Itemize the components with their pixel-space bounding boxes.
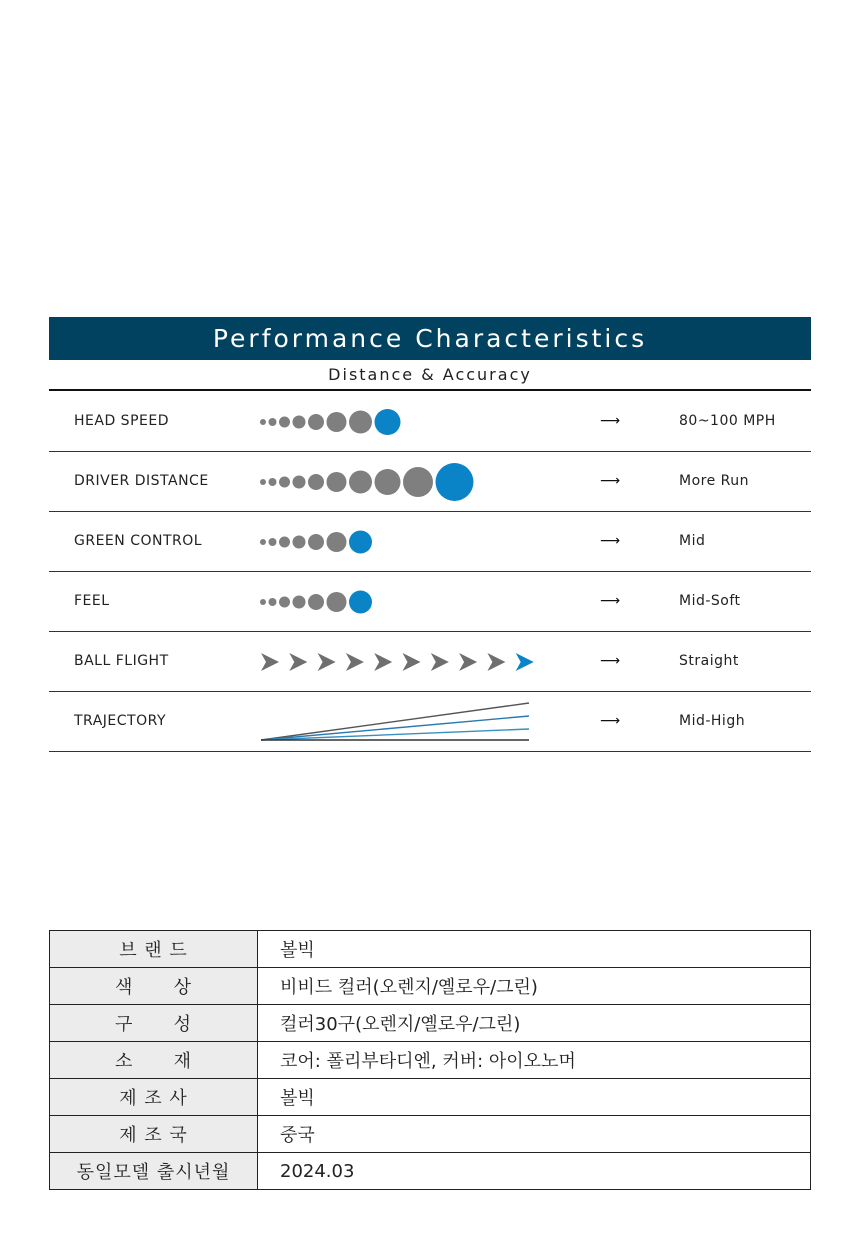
- spec-value: 비비드 컬러(오렌지/옐로우/그린): [258, 968, 811, 1005]
- level-dot: [279, 537, 290, 548]
- chevron-icon: [289, 653, 307, 671]
- perf-row-value: Straight: [679, 653, 739, 669]
- perf-row-value: Mid-High: [679, 713, 746, 729]
- perf-scale: [256, 391, 556, 451]
- chevron-icon: [459, 653, 477, 671]
- level-dot: [260, 419, 266, 425]
- spec-value: 2024.03: [258, 1153, 811, 1190]
- level-dot: [308, 594, 324, 610]
- scale-graphic: [256, 391, 556, 451]
- level-dot: [269, 478, 277, 486]
- perf-row: [49, 451, 811, 512]
- perf-row-value: 80~100 MPH: [679, 413, 776, 429]
- perf-row-value: Mid: [679, 533, 706, 549]
- performance-subtitle: Distance & Accuracy: [49, 360, 811, 391]
- spec-key: 구 성: [50, 1005, 258, 1042]
- perf-row-label: DRIVER DISTANCE: [74, 473, 209, 489]
- perf-row-label: FEEL: [74, 593, 110, 609]
- level-dot: [293, 536, 306, 549]
- level-dot: [327, 472, 347, 492]
- perf-row: [49, 511, 811, 572]
- spec-key: 동일모델 출시년월: [50, 1153, 258, 1190]
- chevron-icon: [374, 653, 392, 671]
- perf-row-label: BALL FLIGHT: [74, 653, 169, 669]
- level-dot: [327, 592, 347, 612]
- level-dot: [349, 471, 372, 494]
- spec-key: 색 상: [50, 968, 258, 1005]
- scale-graphic: [256, 571, 556, 631]
- trajectory-line: [261, 716, 529, 740]
- perf-row-value: More Run: [679, 473, 750, 489]
- scale-graphic: [256, 631, 556, 691]
- level-dot: [349, 411, 372, 434]
- spec-row: [50, 968, 811, 1005]
- perf-scale: [256, 691, 556, 751]
- chevron-icon: [318, 653, 336, 671]
- chevron-icon: [487, 653, 505, 671]
- perf-scale: [256, 571, 556, 631]
- level-dot: [269, 598, 277, 606]
- spec-value: 컬러30구(오렌지/옐로우/그린): [258, 1005, 811, 1042]
- spec-value: 볼빅: [258, 931, 811, 968]
- perf-row: [49, 391, 811, 452]
- perf-scale: [256, 511, 556, 571]
- spec-row: [50, 931, 811, 968]
- perf-row-label: TRAJECTORY: [74, 713, 166, 729]
- chevron-icon: [346, 653, 364, 671]
- level-dot: [308, 534, 324, 550]
- arrow-right-icon: ⟶: [600, 473, 621, 489]
- spec-value: 볼빅: [258, 1079, 811, 1116]
- scale-graphic: [256, 511, 556, 571]
- level-dot: [327, 532, 347, 552]
- level-dot: [293, 596, 306, 609]
- scale-graphic: [256, 451, 556, 511]
- spec-value: 중국: [258, 1116, 811, 1153]
- perf-row-value: Mid-Soft: [679, 593, 741, 609]
- arrow-right-icon: ⟶: [600, 593, 621, 609]
- chevron-icon: [403, 653, 421, 671]
- perf-scale: [256, 631, 556, 691]
- spec-row: [50, 1042, 811, 1079]
- level-dot: [260, 539, 266, 545]
- spec-row: [50, 1005, 811, 1042]
- arrow-right-icon: ⟶: [600, 653, 621, 669]
- perf-row: [49, 571, 811, 632]
- level-dot: [308, 414, 324, 430]
- spec-key: 제 조 사: [50, 1079, 258, 1116]
- level-dot: [293, 416, 306, 429]
- level-dot: [403, 467, 433, 497]
- chevron-icon: [516, 653, 534, 671]
- level-dot: [269, 538, 277, 546]
- perf-row: [49, 691, 811, 752]
- level-dot: [269, 418, 277, 426]
- spec-row: [50, 1116, 811, 1153]
- level-dot: [293, 476, 306, 489]
- perf-scale: [256, 451, 556, 511]
- chevron-icon: [431, 653, 449, 671]
- spec-table: [49, 930, 811, 1190]
- level-dot: [327, 412, 347, 432]
- level-dot: [349, 591, 372, 614]
- perf-row-label: HEAD SPEED: [74, 413, 169, 429]
- level-dot: [436, 463, 474, 501]
- arrow-right-icon: ⟶: [600, 413, 621, 429]
- level-dot: [375, 469, 401, 495]
- perf-row-label: GREEN CONTROL: [74, 533, 203, 549]
- chevron-icon: [261, 653, 279, 671]
- spec-key: 제 조 국: [50, 1116, 258, 1153]
- level-dot: [349, 531, 372, 554]
- performance-title: Performance Characteristics: [49, 317, 811, 360]
- spec-row: [50, 1153, 811, 1190]
- level-dot: [308, 474, 324, 490]
- level-dot: [279, 597, 290, 608]
- scale-graphic: [256, 691, 556, 751]
- spec-key: 브 랜 드: [50, 931, 258, 968]
- arrow-right-icon: ⟶: [600, 713, 621, 729]
- spec-value: 코어: 폴리부타디엔, 커버: 아이오노머: [258, 1042, 811, 1079]
- level-dot: [375, 409, 401, 435]
- arrow-right-icon: ⟶: [600, 533, 621, 549]
- perf-row: [49, 631, 811, 692]
- level-dot: [260, 479, 266, 485]
- level-dot: [260, 599, 266, 605]
- spec-row: [50, 1079, 811, 1116]
- level-dot: [279, 417, 290, 428]
- level-dot: [279, 477, 290, 488]
- spec-key: 소 재: [50, 1042, 258, 1079]
